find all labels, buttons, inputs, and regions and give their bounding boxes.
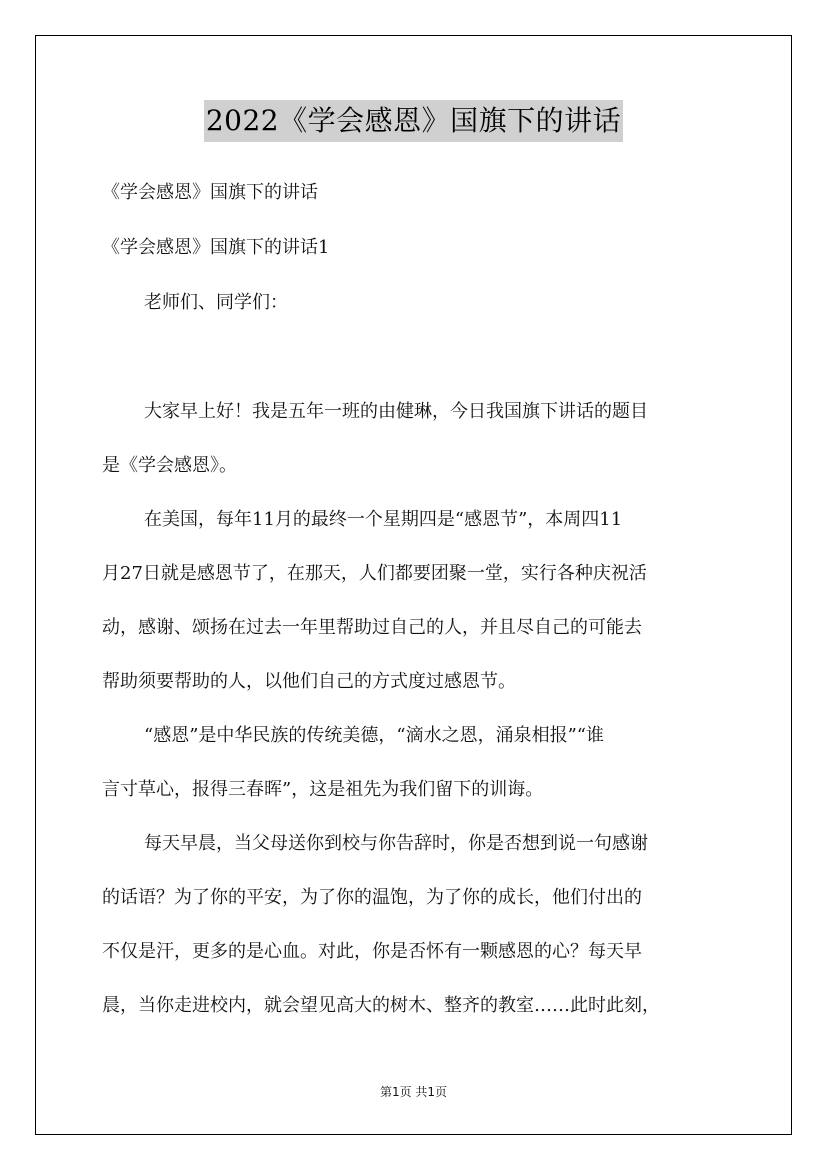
paragraph-line: 的话语？为了你的平安，为了你的温饱，为了你的成长，他们付出的 bbox=[102, 887, 642, 908]
subtitle-line-numbered: 《学会感恩》国旗下的讲话1 bbox=[102, 237, 330, 258]
paragraph-line: “感恩”是中华民族的传统美德，“滴水之恩，涌泉相报”“谁 bbox=[144, 725, 605, 746]
title-container bbox=[0, 100, 827, 142]
paragraph-line: 言寸草心，报得三春晖”，这是祖先为我们留下的训诲。 bbox=[102, 779, 544, 800]
subtitle-line: 《学会感恩》国旗下的讲话 bbox=[102, 182, 318, 203]
paragraph-line: 月27日就是感恩节了，在那天，人们都要团聚一堂，实行各种庆祝活 bbox=[102, 563, 647, 584]
paragraph-line: 每天早晨，当父母送你到校与你告辞时，你是否想到说一句感谢 bbox=[144, 833, 648, 854]
paragraph-line: 在美国，每年11月的最终一个星期四是“感恩节”，本周四11 bbox=[144, 509, 623, 530]
page-footer: 第1页 共1页 bbox=[379, 1085, 448, 1099]
paragraph-line: 帮助须要帮助的人，以他们自己的方式度过感恩节。 bbox=[102, 671, 516, 692]
paragraph-line: 不仅是汗，更多的是心血。对此，你是否怀有一颗感恩的心？每天早 bbox=[102, 941, 642, 962]
paragraph-line: 是《学会感恩》。 bbox=[102, 455, 237, 476]
paragraph-line: 动，感谢、颂扬在过去一年里帮助过自己的人，并且尽自己的可能去 bbox=[102, 617, 642, 638]
document-title: 2022《学会感恩》国旗下的讲话 bbox=[204, 100, 623, 142]
paragraph-line: 晨，当你走进校内，就会望见高大的树木、整齐的教室……此时此刻， bbox=[102, 995, 660, 1016]
paragraph-line: 大家早上好！我是五年一班的由健琳，今日我国旗下讲话的题目 bbox=[144, 401, 648, 422]
salutation-line: 老师们、同学们： bbox=[144, 292, 288, 313]
